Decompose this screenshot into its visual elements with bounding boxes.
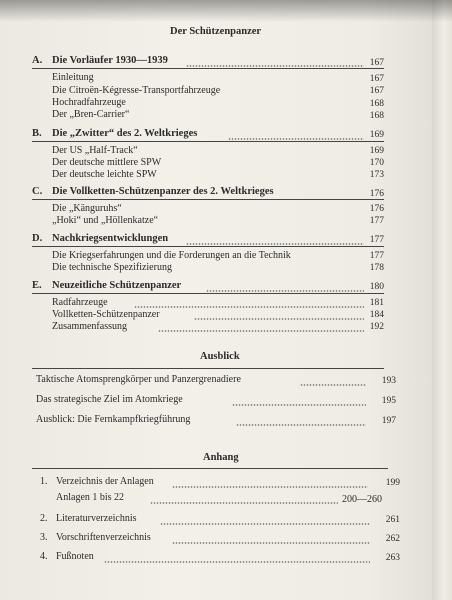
leader-dots xyxy=(186,243,364,245)
toc-entry-page: 170 xyxy=(369,158,384,168)
toc-entry: Die „Känguruhs“ xyxy=(52,203,122,214)
toc-entry-page: 176 xyxy=(369,204,384,214)
anhang-number: 1. xyxy=(40,476,48,487)
toc-entry: Vorschriftenverzeichnis xyxy=(56,532,151,543)
section-c-letter: C. xyxy=(32,186,43,197)
toc-entry-page: 168 xyxy=(369,99,384,109)
toc-entry-page: 167 xyxy=(369,74,384,84)
leader-dots xyxy=(150,502,338,504)
section-d-letter: D. xyxy=(32,233,43,244)
leader-dots xyxy=(158,330,364,332)
toc-entry-page: 181 xyxy=(369,298,384,308)
leader-dots xyxy=(172,486,368,488)
section-rule xyxy=(32,293,384,294)
anhang-number: 2. xyxy=(40,513,48,524)
leader-dots xyxy=(134,306,364,308)
section-c-page: 176 xyxy=(369,189,384,199)
toc-entry: Der „Bren-Carrier“ xyxy=(52,109,130,120)
toc-entry: Ausblick: Die Fernkampfkriegführung xyxy=(36,414,191,425)
toc-entry: Die Citroën-Kégresse-Transportfahrzeuge xyxy=(52,85,221,96)
section-d-page: 177 xyxy=(369,235,384,245)
toc-entry: Einleitung xyxy=(52,72,94,83)
toc-entry: Anlagen 1 bis 22 xyxy=(56,492,125,503)
toc-entry-page: 262 xyxy=(385,534,400,544)
top-shadow xyxy=(0,0,452,22)
anhang-number: 3. xyxy=(40,532,48,543)
leader-dots xyxy=(228,138,364,140)
leader-dots xyxy=(194,318,364,320)
leader-dots xyxy=(160,523,370,525)
toc-entry-page: 177 xyxy=(369,216,384,226)
anhang-number: 4. xyxy=(40,551,48,562)
section-rule xyxy=(32,368,384,369)
section-b-title: Die „Zwitter“ des 2. Weltkrieges xyxy=(52,128,198,139)
section-a-title: Die Vorläufer 1930—1939 xyxy=(52,55,168,66)
toc-entry: „Hoki“ und „Höllenkatze“ xyxy=(52,215,159,226)
toc-entry-page: 168 xyxy=(369,111,384,121)
section-b-letter: B. xyxy=(32,128,42,139)
toc-entry-page: 197 xyxy=(381,416,396,426)
toc-entry: Das strategische Ziel im Atomkriege xyxy=(36,394,183,405)
leader-dots xyxy=(232,404,366,406)
toc-entry-page: 177 xyxy=(369,251,384,261)
section-rule xyxy=(32,68,384,69)
section-a-letter: A. xyxy=(32,55,43,66)
section-c-title: Die Vollketten-Schützenpanzer des 2. Weltkrieges xyxy=(52,186,274,197)
section-e-title: Neuzeitliche Schützenpanzer xyxy=(52,280,182,291)
section-rule xyxy=(32,199,384,200)
section-e-letter: E. xyxy=(32,280,42,291)
toc-entry: Verzeichnis der Anlagen xyxy=(56,476,154,487)
toc-entry-page: 184 xyxy=(369,310,384,320)
adjacent-page-edge xyxy=(432,0,452,600)
toc-entry-page: 199 xyxy=(385,478,400,488)
leader-dots xyxy=(206,290,364,292)
toc-entry-page: 178 xyxy=(369,263,384,273)
toc-entry-page: 173 xyxy=(369,170,384,180)
toc-entry: Taktische Atomsprengkörper und Panzergrenadiere xyxy=(36,374,241,385)
toc-entry: Fußnoten xyxy=(56,551,94,562)
leader-dots xyxy=(186,65,364,67)
toc-entry: Die technische Spezifizierung xyxy=(52,262,172,273)
section-rule xyxy=(32,246,384,247)
toc-entry-page: 169 xyxy=(369,146,384,156)
toc-entry-page: 200—260 xyxy=(342,494,382,505)
section-d-title: Nachkriegsentwicklungen xyxy=(52,233,169,244)
toc-entry-page: 167 xyxy=(369,86,384,96)
toc-entry: Literaturverzeichnis xyxy=(56,513,137,524)
toc-entry-page: 195 xyxy=(381,396,396,406)
leader-dots xyxy=(236,424,366,426)
toc-entry: Der US „Half-Track“ xyxy=(52,145,138,156)
toc-entry: Hochradfahrzeuge xyxy=(52,97,126,108)
ausblick-heading: Ausblick xyxy=(200,351,240,362)
anhang-heading: Anhang xyxy=(203,452,239,463)
toc-entry-page: 193 xyxy=(381,376,396,386)
toc-entry: Der deutsche leichte SPW xyxy=(52,169,157,180)
toc-main-title: Der Schützenpanzer xyxy=(170,26,262,37)
toc-entry: Vollketten-Schützenpanzer xyxy=(52,309,160,320)
toc-entry-page: 261 xyxy=(385,515,400,525)
toc-entry: Der deutsche mittlere SPW xyxy=(52,157,162,168)
section-b-page: 169 xyxy=(369,130,384,140)
toc-entry: Radfahrzeuge xyxy=(52,297,108,308)
section-e-page: 180 xyxy=(369,282,384,292)
toc-entry: Zusammenfassung xyxy=(52,321,127,332)
leader-dots xyxy=(300,384,366,386)
section-a-page: 167 xyxy=(369,58,384,68)
section-rule xyxy=(32,468,388,469)
leader-dots xyxy=(172,542,370,544)
toc-entry-page: 192 xyxy=(369,322,384,332)
toc-entry-page: 263 xyxy=(385,553,400,563)
section-rule xyxy=(32,141,384,142)
leader-dots xyxy=(104,561,370,563)
toc-entry: Die Kriegserfahrungen und die Forderungen an die Technik xyxy=(52,250,291,261)
